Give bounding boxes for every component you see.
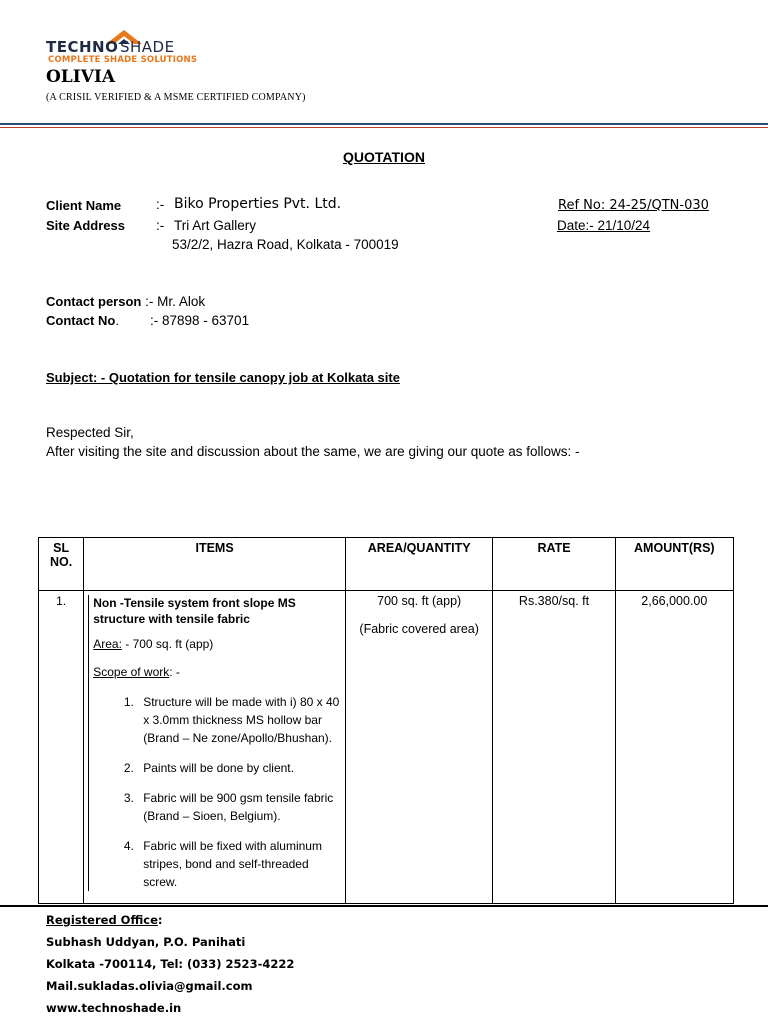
row-rate: Rs.380/sq. ft: [493, 591, 615, 904]
list-item: 3. Fabric will be 900 gsm tensile fabric (Brand – Sioen, Belgium).: [137, 789, 345, 825]
header-rule-red: [0, 127, 768, 128]
site-address-line1: Tri Art Gallery: [174, 218, 257, 233]
item-scope-label: Scope of work: [93, 665, 170, 679]
list-item: 2. Paints will be done by client.: [137, 759, 345, 777]
ref-number: Ref No: 24-25/QTN-030: [558, 198, 709, 213]
client-name-value: Biko Properties Pvt. Ltd.: [174, 196, 342, 212]
contact-person-row: [46, 294, 205, 309]
company-name: OLIVIA: [46, 67, 116, 87]
contact-no-value: :- 87898 - 63701: [150, 313, 250, 328]
footer-heading-colon: :: [157, 913, 163, 927]
header-rate: RATE: [493, 538, 615, 591]
quotation-table: [38, 537, 734, 904]
contact-person-value: :- Mr. Alok: [145, 294, 206, 309]
header-sl-no: SL NO.: [39, 538, 84, 591]
row-quantity-note: (Fabric covered area): [359, 622, 479, 636]
row-item-cell: [84, 591, 346, 904]
list-item: 1. Structure will be made with i) 80 x 40 x 3.0mm thickness MS hollow bar (Brand – Ne zone/Apollo/Bhushan).: [137, 693, 345, 747]
footer-heading: [46, 913, 163, 927]
list-item: 4. Fabric will be fixed with aluminum stripes, bond and self-threaded screw.: [137, 837, 345, 891]
header-rule-blue: [0, 123, 768, 125]
contact-person-label: Contact person: [46, 294, 142, 309]
header-area-quantity: AREA/QUANTITY: [345, 538, 492, 591]
footer-rule: [0, 905, 768, 907]
row-quantity-cell: [345, 591, 492, 904]
greeting: Respected Sir,: [46, 425, 134, 440]
footer-city-tel: Kolkata -700114, Tel: (033) 2523-4222: [46, 957, 295, 971]
logo-techno-text: TECHNO: [46, 38, 119, 56]
quotation-date: Date:- 21/10/24: [557, 218, 651, 233]
item-area-text: - 700 sq. ft (app): [121, 637, 214, 651]
item-scope-heading: [93, 665, 345, 679]
row-sl: 1.: [39, 591, 84, 904]
table-header-row: [39, 538, 734, 591]
footer-heading-text: Registered Office: [46, 913, 158, 927]
row-amount: 2,66,000.00: [615, 591, 733, 904]
page-title: QUOTATION: [343, 149, 425, 165]
item-title: Non -Tensile system front slope MS structure with tensile fabric: [93, 596, 296, 626]
item-area: [93, 637, 345, 651]
company-logo: [46, 34, 216, 64]
row-item-inner: [88, 595, 345, 891]
site-address-sep: :-: [156, 218, 165, 233]
logo-shade-text: SHADE: [120, 38, 175, 56]
scope-list: [91, 693, 345, 891]
client-name-label: Client Name: [46, 198, 122, 213]
contact-no-dot: .: [115, 313, 119, 328]
item-scope-suffix: : -: [169, 665, 180, 679]
contact-no-label-text: Contact No: [46, 313, 116, 328]
table-row: [39, 591, 734, 904]
footer-website: www.technoshade.in: [46, 1001, 182, 1015]
row-quantity: 700 sq. ft (app): [377, 594, 462, 608]
header-items: ITEMS: [84, 538, 346, 591]
site-address-label: Site Address: [46, 218, 125, 233]
header-amount: AMOUNT(RS): [615, 538, 733, 591]
client-name-sep: :-: [156, 197, 165, 212]
intro-text: After visiting the site and discussion about the same, we are giving our quote as follows: -: [46, 444, 580, 459]
footer-address-line: Subhash Uddyan, P.O. Panihati: [46, 935, 246, 949]
contact-no-label: [46, 313, 119, 328]
footer-email: Mail.sukladas.olivia@gmail.com: [46, 979, 253, 993]
item-area-label: Area:: [93, 637, 122, 651]
logo-tagline: COMPLETE SHADE SOLUTIONS: [48, 55, 198, 65]
company-subtitle: (A CRISIL VERIFIED & A MSME CERTIFIED COMPANY): [46, 92, 306, 103]
subject-line: Subject: - Quotation for tensile canopy job at Kolkata site: [46, 370, 400, 385]
site-address-line2: 53/2/2, Hazra Road, Kolkata - 700019: [172, 237, 399, 252]
